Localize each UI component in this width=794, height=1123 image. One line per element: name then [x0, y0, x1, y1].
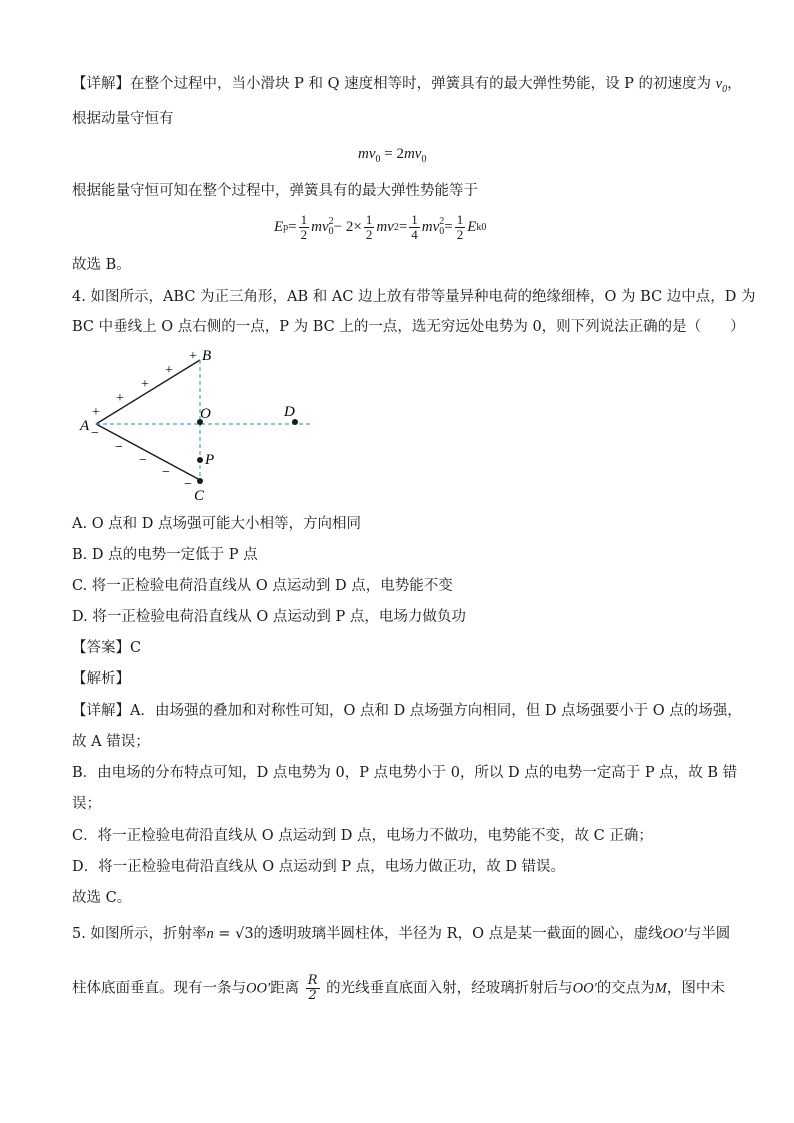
- minus-sign: −: [91, 426, 99, 441]
- plus-sign: +: [189, 349, 197, 364]
- question-5-line-1: 5. 如图所示，折射率n = √3的透明玻璃半圆柱体，半径为 R，O 点是某一截面的圆心，虚线OO′与半圆: [72, 926, 731, 942]
- detail-tag: 【详解】: [72, 76, 130, 92]
- question-4-line-1: 4. 如图所示，ABC 为正三角形，AB 和 AC 边上放有带等量异种电荷的绝缘细棒，O 为 BC 边中点，D 为: [72, 289, 756, 305]
- plus-sign: +: [116, 391, 124, 406]
- detail-b-line-2: 误；: [72, 796, 101, 812]
- energy-intro: 根据能量守恒可知在整个过程中，弹簧具有的最大弹性势能等于: [72, 183, 478, 199]
- label-b: B: [202, 348, 212, 364]
- energy-equation: E p = $\frac{1}{2}$ mv 2 0 − 2× $\frac{1}{2}$ mv 2 = $\frac{1}{4}$ mv 2 0 = $\frac{1}{2}$ E k0: [274, 211, 487, 242]
- question-5-line-2: 柱体底面垂直。现有一条与OO′距离 $\frac{R}{2}$ 的光线垂直底面入射，经玻璃折射后与OO′的交点为M，图中未: [72, 973, 725, 1003]
- option-d: D. 将一正检验电荷沿直线从 O 点运动到 P 点，电场力做负功: [72, 609, 466, 625]
- sqrt3: √3: [235, 926, 254, 942]
- side-ac: [96, 424, 200, 480]
- minus-sign: −: [162, 465, 170, 480]
- question-4-line-2: BC 中垂线上 O 点右侧的一点，P 为 BC 上的一点，选无穷远处电势为 0，则下列说法正确的是（ ）: [72, 319, 745, 335]
- detail-a-line-2: 故 A 错误；: [72, 734, 150, 750]
- plus-sign: +: [165, 363, 173, 378]
- detail-c-line: C．将一正检验电荷沿直线从 O 点运动到 D 点，电场力不做功，电势能不变，故 C 正确；: [72, 828, 653, 844]
- analysis-tag: 【解析】: [72, 671, 130, 687]
- detail-d-line: D．将一正检验电荷沿直线从 O 点运动到 P 点，电场力做正功，故 D 错误。: [72, 859, 566, 875]
- plus-sign: +: [141, 377, 149, 392]
- point-p: [197, 457, 203, 463]
- option-c: C. 将一正检验电荷沿直线从 O 点运动到 D 点，电势能不变: [72, 578, 453, 594]
- side-ab: [96, 360, 200, 424]
- detail-paragraph-1: 【详解】在整个过程中，当小滑块 P 和 Q 速度相等时，弹簧具有的最大弹性势能，设 P 的初速度为 $v_0$，: [72, 76, 742, 95]
- label-o: O: [200, 406, 211, 422]
- detail-b-line-1: B．由电场的分布特点可知，D 点电势为 0，P 点电势小于 0，所以 D 点的电势一定高于 P 点，故 B 错: [72, 765, 738, 781]
- detail-text: 在整个过程中，当小滑块 P 和 Q 速度相等时，弹簧具有的最大弹性势能，设 P 的初速度为: [130, 76, 712, 92]
- choice-c-line: 故选 C。: [72, 890, 132, 906]
- triangle-charge-figure: [70, 340, 330, 510]
- answer-value: C: [130, 640, 142, 656]
- answer-line: [72, 638, 141, 658]
- momentum-intro: 根据动量守恒有: [72, 111, 174, 127]
- option-a: A. O 点和 D 点场强可能大小相等，方向相同: [72, 516, 362, 532]
- option-b: B. D 点的电势一定低于 P 点: [72, 547, 258, 563]
- plus-sign: +: [92, 405, 100, 420]
- label-d: D: [284, 404, 295, 420]
- minus-sign: −: [184, 477, 192, 492]
- answer-tag: 【答案】: [72, 640, 130, 656]
- answer-b-line: 故选 B。: [72, 257, 131, 273]
- label-a: A: [80, 418, 90, 434]
- minus-sign: −: [115, 440, 123, 455]
- detail-a-line-1: 【详解】A．由场强的叠加和对称性可知，O 点和 D 点场强方向相同，但 D 点场强要小于 O 点的场强，: [72, 703, 742, 719]
- point-c: [197, 478, 203, 484]
- label-p: P: [205, 452, 215, 468]
- v0-symbol: $v_0$: [715, 76, 728, 95]
- momentum-equation: $mv_0 = 2mv_0$: [358, 146, 427, 165]
- label-c: C: [194, 488, 205, 504]
- minus-sign: −: [139, 453, 147, 468]
